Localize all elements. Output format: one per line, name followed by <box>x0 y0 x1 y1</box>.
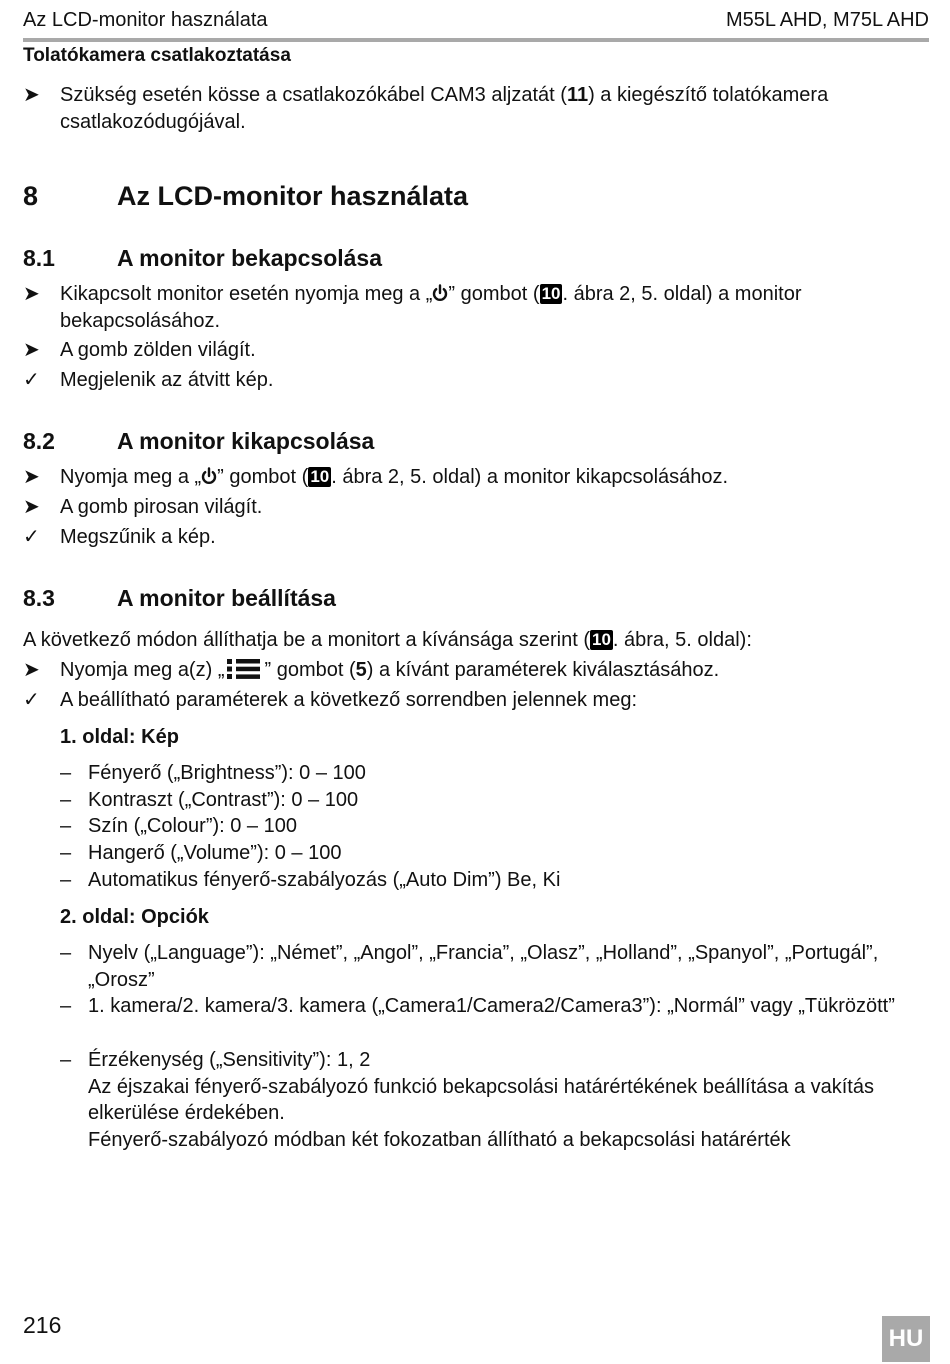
sensitivity-levels: Fényerő-szabályozó módban két fokozatban állítható a bekapcsolási határérték <box>88 1128 791 1151</box>
page-number: 216 <box>23 1312 62 1338</box>
figure-badge: 10 <box>541 284 561 303</box>
header-model-names: M55L AHD, M75L AHD <box>725 9 929 31</box>
list-item: – 1. kamera/2. kamera/3. kamera („Camera1/Camera2/Camera3”): „Normál” vagy „Tükrözött” <box>60 995 895 1017</box>
section-8-3-title: A monitor beállítása <box>117 585 336 611</box>
section-8-2-number: 8.2 <box>23 428 55 454</box>
section-8-1-heading <box>23 244 923 272</box>
arrow-bullet-icon: ➤ <box>23 466 40 488</box>
checkmark-icon: ✓ <box>23 369 40 391</box>
section-8-3-heading <box>23 584 923 612</box>
section-8-3-number: 8.3 <box>23 585 55 611</box>
power-on-step: ➤ Kikapcsolt monitor esetén nyomja meg a „ ” gombot ( 10 . ábra 2, 5. oldal) a monitor bekapcsolásához. <box>23 283 802 332</box>
camera-connection-text: Szükség esetén kösse a csatlakozókábel CAM3 aljzatát (11) a kiegészítő tolatókamera csatlakozódugójával. <box>60 84 829 133</box>
power-off-step: ➤ Nyomja meg a „ ” gombot ( 10 . ábra 2, 5. oldal) a monitor kikapcsolásához. <box>23 464 913 491</box>
settings-result: ✓ A beállítható paraméterek a következő sorrendben jelennek meg: <box>23 687 913 714</box>
arrow-bullet-icon: ➤ <box>23 283 40 305</box>
list-item: – Szín („Colour”): 0 – 100 <box>60 815 297 837</box>
list-item: – Hangerő („Volume”): 0 – 100 <box>60 842 342 864</box>
camera-connection-step <box>23 82 913 135</box>
arrow-bullet-icon: ➤ <box>23 84 40 106</box>
list-item: – Automatikus fényerő-szabályozás („Auto Dim”) Be, Ki <box>60 869 561 891</box>
language-badge: HU <box>882 1316 930 1362</box>
section-8-number: 8 <box>23 181 39 211</box>
header-chapter-title: Az LCD-monitor használata <box>23 9 268 31</box>
menu-button-step: ➤ Nyomja meg a(z) „ ” gombot (5) a kívánt paraméterek kiválasztásához. <box>23 657 913 684</box>
sensitivity-description: Az éjszakai fényerő-szabályozó funkció bekapcsolási határértékének beállítása a vakítás elkerülése érdekében. <box>88 1075 874 1124</box>
power-icon <box>201 467 217 485</box>
button-reference: 5 <box>355 659 367 681</box>
figure-badge: 10 <box>591 630 611 649</box>
power-icon <box>432 284 448 302</box>
page-2-title: 2. oldal: Opciók <box>60 906 209 928</box>
arrow-bullet-icon: ➤ <box>23 339 40 361</box>
list-item: – Nyelv („Language”): „Német”, „Angol”, „Francia”, „Olasz”, „Holland”, „Spanyol”, „Portugál”, „Orosz” <box>60 942 879 991</box>
arrow-bullet-icon: ➤ <box>23 659 40 681</box>
checkmark-icon: ✓ <box>23 526 40 548</box>
section-8-1-title: A monitor bekapcsolása <box>117 245 383 271</box>
power-off-result: ✓ Megszűnik a kép. <box>23 524 913 551</box>
page-1-title: 1. oldal: Kép <box>60 726 179 748</box>
sensitivity-title: Érzékenység („Sensitivity”): 1, 2 <box>88 1049 371 1071</box>
arrow-bullet-icon: ➤ <box>23 496 40 518</box>
page-header <box>23 8 929 42</box>
power-on-result: ✓ Megjelenik az átvitt kép. <box>23 367 913 394</box>
section-8-title: Az LCD-monitor használata <box>117 181 469 211</box>
list-item: – Kontraszt („Contrast”): 0 – 100 <box>60 789 359 811</box>
list-item: – Fényerő („Brightness”): 0 – 100 <box>60 762 366 784</box>
section-8-heading <box>23 180 923 212</box>
camera-connection-title: Tolatókamera csatlakoztatása <box>23 45 291 66</box>
settings-intro: A következő módon állíthatja be a monitort a kívánsága szerint ( 10 . ábra, 5. oldal): <box>23 629 752 651</box>
power-on-led-step: ➤ A gomb zölden világít. <box>23 337 913 364</box>
section-8-2-title: A monitor kikapcsolása <box>117 428 375 454</box>
figure-badge: 10 <box>310 467 330 486</box>
menu-list-icon <box>224 658 264 680</box>
section-8-1-number: 8.1 <box>23 245 55 271</box>
power-off-led-step: ➤ A gomb pirosan világít. <box>23 494 913 521</box>
list-item: – Érzékenység („Sensitivity”): 1, 2 Az éjszakai fényerő-szabályozó funkció bekapcsolási határértékének beállítása a vakítás elkerülése érdekében. Fényerő-szabályozó módban két fokozatban állítható a bekapcsolási határérték <box>60 1047 910 1153</box>
socket-reference: 11 <box>566 84 589 106</box>
section-8-2-heading <box>23 427 923 455</box>
checkmark-icon: ✓ <box>23 689 40 711</box>
